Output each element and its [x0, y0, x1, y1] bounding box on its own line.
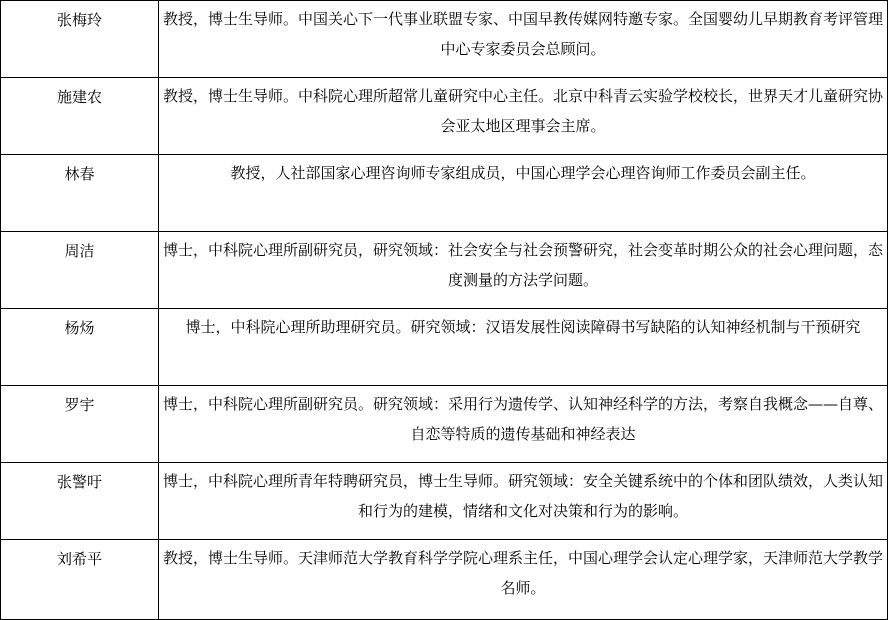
table-row [1, 463, 888, 540]
expert-description: 教授，人社部国家心理咨询师专家组成员，中国心理学会心理咨询师工作委员会副主任。 [159, 155, 888, 232]
table-row [1, 78, 888, 155]
table-row [1, 386, 888, 463]
table-row [1, 540, 888, 620]
table-row [1, 309, 888, 386]
table-row [1, 232, 888, 309]
expert-name: 罗宇 [1, 386, 159, 463]
expert-name: 周洁 [1, 232, 159, 309]
expert-name: 施建农 [1, 78, 159, 155]
expert-description: 教授，博士生导师。天津师范大学教育科学学院心理系主任，中国心理学会认定心理学家，天津师范大学教学名师。 [159, 540, 888, 620]
expert-name: 杨炀 [1, 309, 159, 386]
expert-description: 博士，中科院心理所助理研究员。研究领域：汉语发展性阅读障碍书写缺陷的认知神经机制与干预研究 [159, 309, 888, 386]
expert-description: 教授，博士生导师。中国关心下一代事业联盟专家、中国早教传媒网特邀专家。全国婴幼儿早期教育考评管理中心专家委员会总顾问。 [159, 1, 888, 78]
table-row [1, 155, 888, 232]
expert-name: 刘希平 [1, 540, 159, 620]
expert-description: 博士，中科院心理所青年特聘研究员，博士生导师。研究领域：安全关键系统中的个体和团队绩效，人类认知和行为的建模，情绪和文化对决策和行为的影响。 [159, 463, 888, 540]
expert-description: 博士，中科院心理所副研究员。研究领域：采用行为遗传学、认知神经科学的方法，考察自我概念——自尊、自恋等特质的遗传基础和神经表达 [159, 386, 888, 463]
expert-description: 教授，博士生导师。中科院心理所超常儿童研究中心主任。北京中科青云实验学校校长，世界天才儿童研究协会亚太地区理事会主席。 [159, 78, 888, 155]
expert-name: 张梅玲 [1, 1, 159, 78]
expert-name: 林春 [1, 155, 159, 232]
expert-name: 张警吁 [1, 463, 159, 540]
table-row [1, 1, 888, 78]
expert-description: 博士，中科院心理所副研究员，研究领域：社会安全与社会预警研究，社会变革时期公众的社会心理问题，态度测量的方法学问题。 [159, 232, 888, 309]
